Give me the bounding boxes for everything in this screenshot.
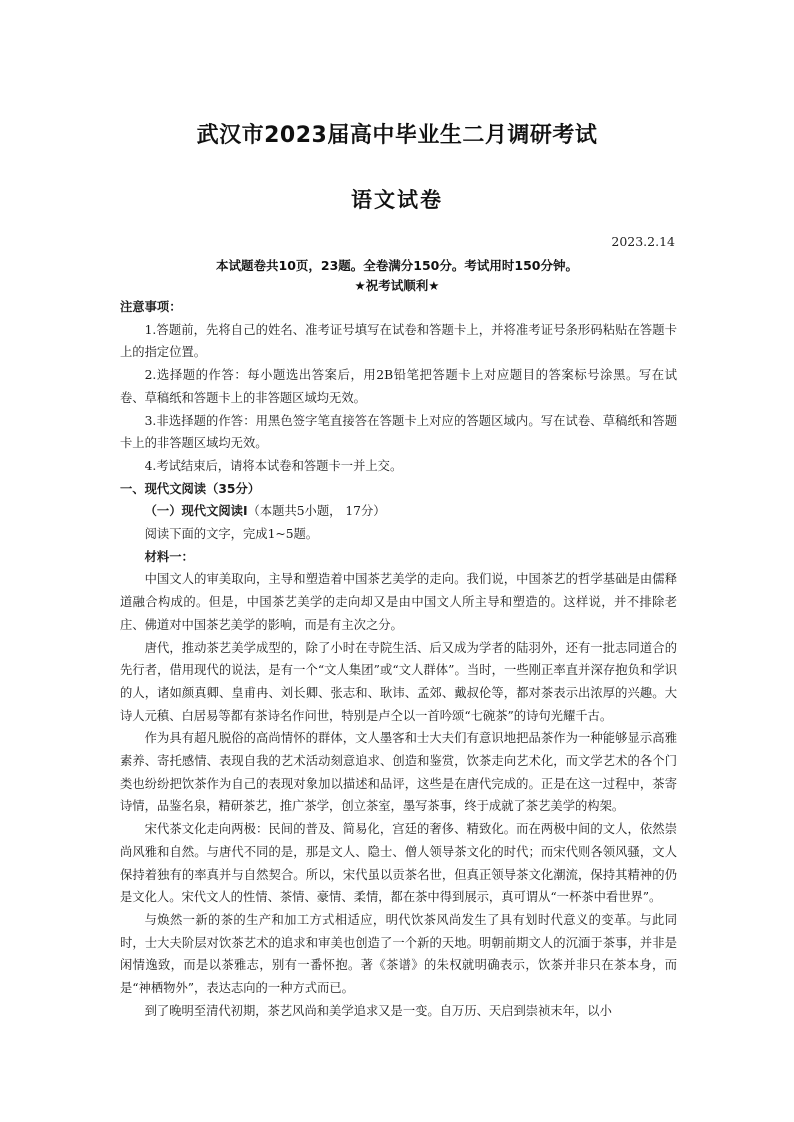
subsection-heading — [120, 500, 677, 523]
exam-subtitle: 语文试卷 — [351, 188, 443, 212]
paragraph: 与焕然一新的茶的生产和加工方式相适应，明代饮茶风尚发生了具有划时代意义的变革。与此同时，士大夫阶层对饮茶艺术的追求和审美也创造了一个新的天地。明朝前期文人的沉湎于茶事，并非是闲情逸致，而是以茶雅志，别有一番怀抱。著《茶谱》的朱权就明确表示，饮茶并非只在茶本身，而是“神栖物外”，表达志向的一种方式而已。 — [120, 912, 677, 996]
subsection-note: （本题共5小题， 17分） — [247, 504, 386, 519]
exam-wish: ★祝考试顺利★ — [354, 278, 440, 293]
paragraph: 作为具有超凡脱俗的高尚情怀的群体，文人墨客和士大夫们有意识地把品茶作为一种能够显示高雅素养、寄托感情、表现自我的艺术活动刻意追求、创造和鉴赏，饮茶走向艺术化，而文学艺术的各个门类也纷纷把饮茶作为自己的表现对象加以描述和品评，这些是在唐代完成的。正是在这一过程中，茶寄诗情，品鉴名泉，精研茶艺，推广茶学，创立茶室，墨写茶事，终于成就了茶艺美学的构架。 — [120, 731, 677, 814]
section-heading: 一、现代文阅读（35分） — [120, 481, 261, 496]
exam-title: 武汉市2023届高中毕业生二月调研考试 — [196, 123, 598, 148]
reading-instruction: 阅读下面的文字，完成1~5题。 — [144, 527, 319, 542]
paragraph: 唐代，推动茶艺美学成型的，除了小时在寺院生活、后又成为学者的陆羽外，还有一批志同道合的先行者，借用现代的说法，是有一个“文人集团”或“文人群体”。当时，一些刚正率直并深存抱负和学识的人，诸如颜真卿、皇甫冉、刘长卿、张志和、耿讳、孟郊、戴叔伦等，都对茶表示出浓厚的兴趣。大诗人元稹、白居易等都有茶诗名作问世，特别是卢仝以一首吟颂“七碗茶”的诗句光耀千古。 — [120, 640, 677, 723]
paragraph: 到了晚明至清代初期，茶艺风尚和美学追求又是一变。自万历、天启到崇祯末年，以小 — [144, 1003, 612, 1018]
paragraph: 中国文人的审美取向，主导和塑造着中国茶艺美学的走向。我们说，中国茶艺的哲学基础是由儒释道融合构成的。但是，中国茶艺美学的走向却又是由中国文人所主导和塑造的。这样说，并不排除老庄、佛道对中国茶艺美学的影响，而是有主次之分。 — [120, 572, 677, 632]
note-item-2: 2.选择题的作答：每小题选出答案后，用2B铅笔把答题卡上对应题目的答案标号涂黑。写在试卷、草稿纸和答题卡上的非答题区域均无效。 — [120, 368, 677, 405]
exam-date: 2023.2.14 — [611, 234, 675, 249]
exam-body — [120, 296, 677, 1023]
material-label: 材料一： — [144, 549, 194, 564]
exam-info: 本试题卷共10页，23题。全卷满分150分。考试用时150分钟。 — [216, 258, 578, 273]
note-item-4: 4.考试结束后，请将本试卷和答题卡一并上交。 — [144, 458, 403, 473]
subsection-title: （一）现代文阅读Ⅰ — [144, 504, 248, 519]
notes-heading: 注意事项： — [120, 300, 182, 314]
paragraph: 宋代茶文化走向两极：民间的普及、简易化，宫廷的奢侈、精致化。而在两极中间的文人，依然崇尚风雅和自然。与唐代不同的是，那是文人、隐士、僧人领导茶文化的时代；而宋代则各领风骚，文人保持着独有的率真并与自然契合。所以，宋代虽以贡茶名世，但真正领导茶文化潮流，保持其精神的仍是文化人。宋代文人的性情、茶情、豪情、柔情，都在茶中得到展示，真可谓从“一杯茶中看世界”。 — [120, 822, 677, 905]
note-item-1: 1.答题前，先将自己的姓名、准考证号填写在试卷和答题卡上，并将准考证号条形码粘贴在答题卡上的指定位置。 — [120, 322, 677, 360]
note-item-3: 3.非选择题的作答：用黑色签字笔直接答在答题卡上对应的答题区域内。写在试卷、草稿纸和答题卡上的非答题区域均无效。 — [120, 413, 677, 451]
